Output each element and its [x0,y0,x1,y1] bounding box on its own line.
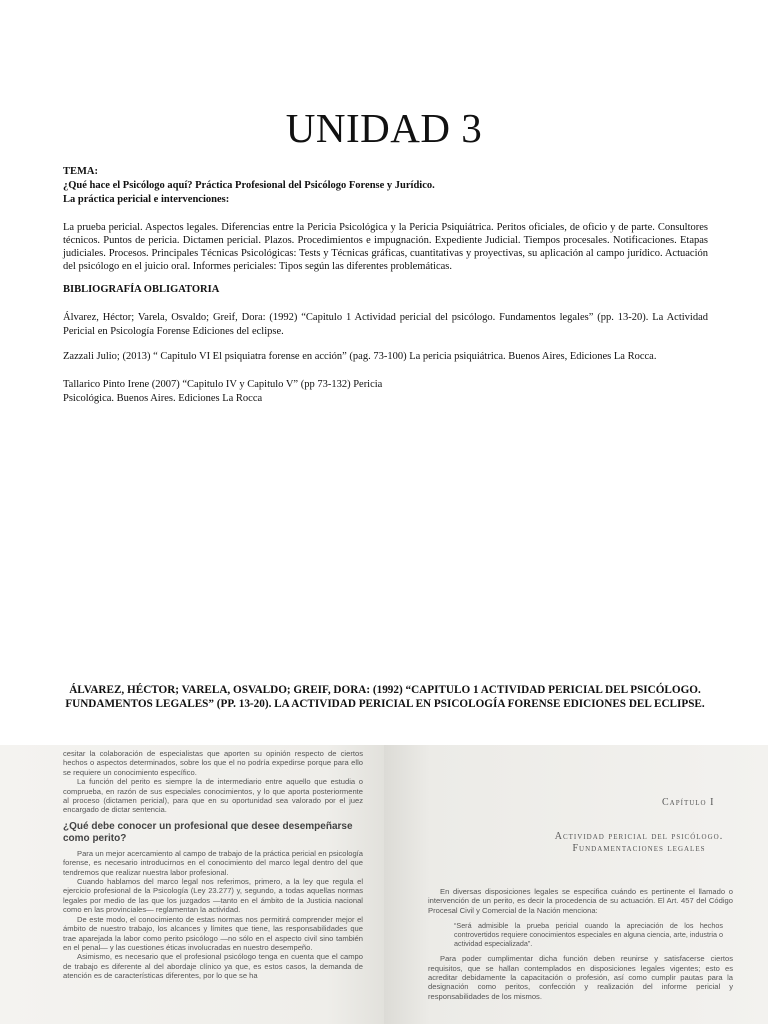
chapter-title-line-2: Fundamentaciones legales [572,843,706,854]
chapter-label: Capítulo I [662,797,715,808]
chapter-title-line-1: Actividad pericial del psicólogo. [554,831,724,842]
scanned-left-paragraph: cesitar la colaboración de especialistas que aporten su opinión respecto de ciertos hechos o aspectos determinados, sobre los que el no podría expedirse porque para ello se requiere un conocimiento específico. [63,749,363,777]
scanned-left-subheading: ¿Qué debe conocer un profesional que desee desempeñarse como perito? [63,820,353,844]
topic-question: ¿Qué hace el Psicólogo aquí? Práctica Profesional del Psicólogo Forense y Jurídico. [63,180,435,191]
bibliography-entry-3-line-2: Psicológica. Buenos Aires. Ediciones La Rocca [63,393,263,404]
scanned-left-paragraph: Asimismo, es necesario que el profesional psicólogo tenga en cuenta que el campo de trabajo es diferente al del abordaje clínico ya que, es estos casos, la demanda de atención es de características diferentes, por lo que se ha [63,952,363,981]
scan-heading-line-1: ÁLVAREZ, HÉCTOR; VARELA, OSVALDO; GREIF, DORA: (1992) “CAPITULO 1 ACTIVIDAD PERICIAL DEL PSICÓLOGO. [69,684,701,696]
scanned-right-paragraph: En diversas disposiciones legales se especifica cuándo es pertinente el llamado o intervención de un perito, es decir la procedencia de su actuación. El Art. 457 del Código Procesal Civil y Comercial de la Nación menciona: [428,887,733,915]
scanned-left-paragraph: De este modo, el conocimiento de estas normas nos permitirá comprender mejor el ámbito de nuestro trabajo, los alcances y límites que tiene, las responsabilidades que trae aparejada la labor como perito psicólogo —no sólo en el aspecto civil sino también en el penal— y las cuestiones éticas involucradas en nuestro desempeño. [63,914,363,952]
scanned-left-paragraph: Cuando hablamos del marco legal nos referimos, primero, a la ley que regula el ejercicio profesional de la Psicología (Ley 23.277) y, segundo, a todas aquellas normas legales por medio de las que los juzgados —tanto en el ámbito de la Justicia nacional como en las provinciales— reglamentan la actividad. [63,877,363,915]
topic-subtitle: La práctica pericial e intervenciones: [63,194,230,205]
unit-contents: La prueba pericial. Aspectos legales. Diferencias entre la Pericia Psicológica y la Pericia Psiquiátrica. Peritos oficiales, de oficio y de parte. Consultores técnicos. Puntos de pericia. Dictamen pericial. Plazos. Procedimientos e impugnación. Expediente Judicial. Tiempos procesales. Notificaciones. Etapas judiciales. Procesos. Principales Técnicas Psicológicas: Tests y Técnicas gráficas, cuantitativas y proyectivas, su aplicación al campo jurídico. Actuación del psicólogo en el juicio oral. Informes periciales: Tipos según las diferentes problemáticas. [63,222,708,272]
chapter-title [524,831,754,855]
topic-header [63,165,713,207]
scanned-page-right [384,745,768,1024]
bibliography-heading: BIBLIOGRAFÍA OBLIGATORIA [63,284,220,295]
scanned-right-paragraph: Para poder cumplimentar dicha función deben reunirse y satisfacerse ciertos requisitos, que se hallan contemplados en disposiciones legales vigentes; esto es acreditar debidamente la capacitación o profesión, así como cumplir pautas para la designación como peritos, confección y realización del informe pericial y responsabilidades de los mismos. [428,954,733,1001]
scanned-left-text [63,749,363,981]
scanned-page-left [0,745,384,1024]
unit-title: UNIDAD 3 [285,105,483,151]
scanned-right-text [428,887,733,1001]
scanned-left-paragraph: La función del perito es siempre la de intermediario entre aquello que estudia o comprueba, en razón de sus especiales conocimientos, y lo que aporta posteriormente al proceso (dictamen pericial), para que en su oportunidad sea valorado por el juez encargado de dictar sentencia. [63,777,363,815]
scan-section-heading [40,683,730,711]
bibliography-entry-3 [63,378,413,406]
scanned-left-paragraph: Para un mejor acercamiento al campo de trabajo de la práctica pericial en psicología forense, es necesario introducirnos en el conocimiento del marco legal dentro del que tendremos que realizar nuestra labor profesional. [63,848,363,877]
bibliography-entry-2: Zazzali Julio; (2013) “ Capitulo VI El psiquiatra forense en acción” (pag. 73-100) La pericia psiquiátrica. Buenos Aires, Ediciones La Rocca. [63,351,657,362]
scanned-right-quote: “Será admisible la prueba pericial cuando la apreciación de los hechos controvertidos requiere conocimientos especiales en alguna ciencia, arte, industria o actividad especializada”. [454,921,723,949]
bibliography-entry-3-line-1: Tallarico Pinto Irene (2007) “Capitulo IV y Capitulo V” (pp 73-132) Pericia [63,379,383,390]
scan-heading-line-2: FUNDAMENTOS LEGALES” (PP. 13-20). LA ACTIVIDAD PERICIAL EN PSICOLOGÍA FORENSE EDICIONES DEL ECLIPSE. [65,698,705,710]
bibliography-entry-1: Álvarez, Héctor; Varela, Osvaldo; Greif, Dora: (1992) “Capitulo 1 Actividad pericial del psicólogo. Fundamentos legales” (pp. 13-20). La Actividad Pericial en Psicología Forense Ediciones del eclipse. [63,312,708,337]
tema-label: TEMA: [63,166,98,177]
